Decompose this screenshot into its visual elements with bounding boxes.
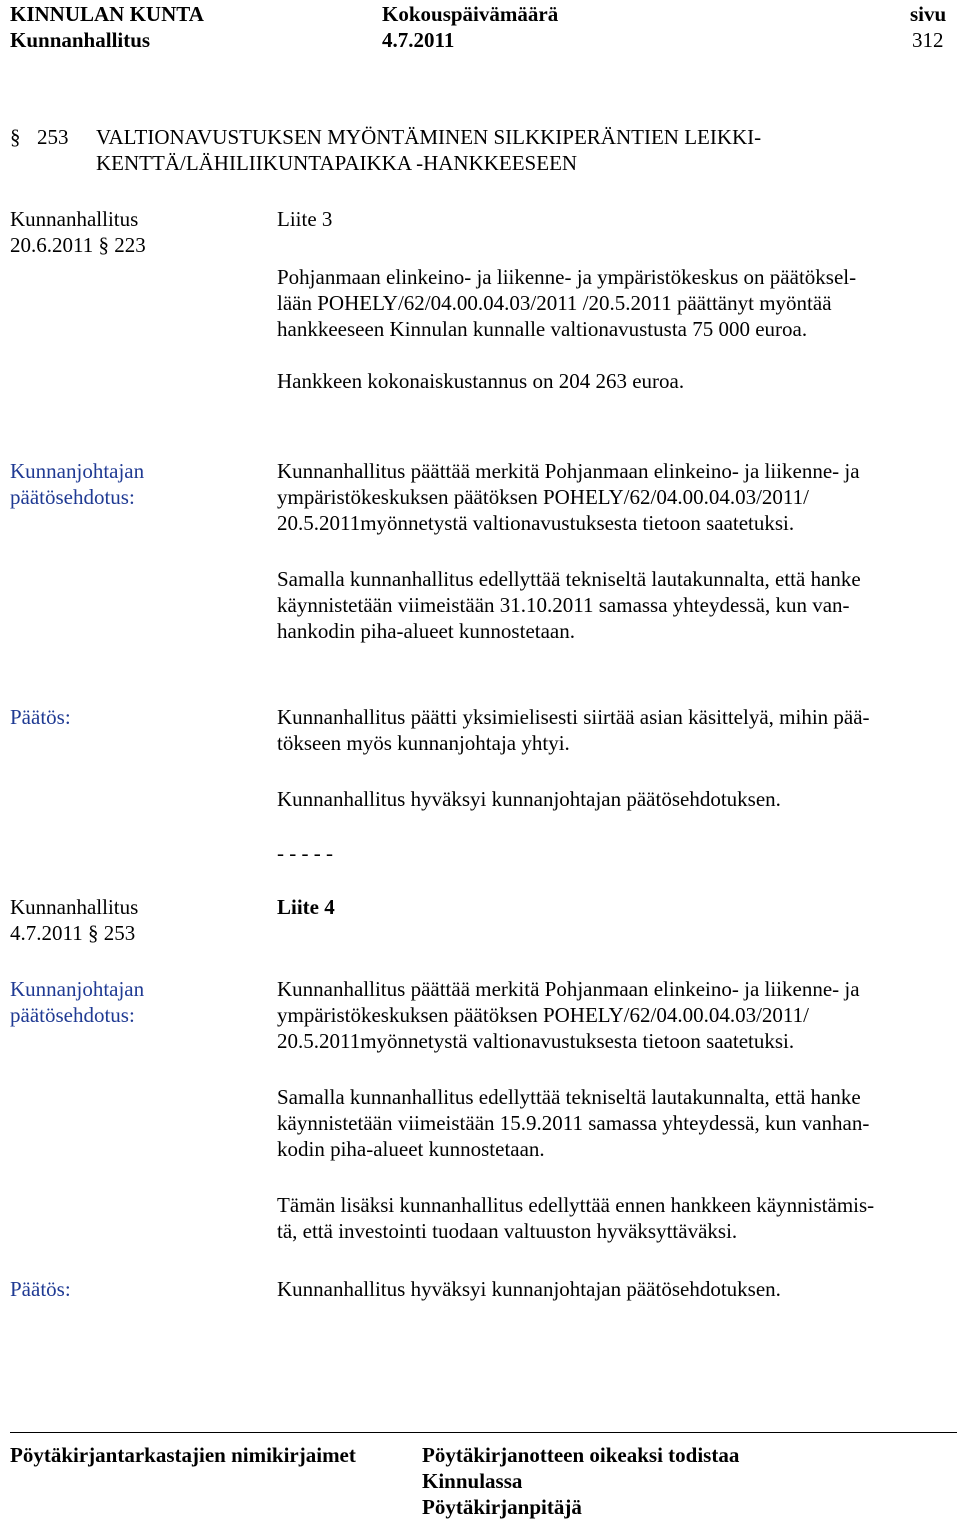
history-para2: Hankkeen kokonaiskustannus on 204 263 euroa. xyxy=(277,369,685,393)
history-decision-line-2: tökseen myös kunnanjohtaja yhtyi. xyxy=(277,731,570,755)
history-para1-line-3: hankkeeseen Kinnulan kunnalle valtionavustusta 75 000 euroa. xyxy=(277,317,808,341)
history-attachment: Liite 3 xyxy=(277,207,333,231)
header-page-label: sivu xyxy=(910,2,947,26)
current-decision: Kunnanhallitus hyväksyi kunnanjohtajan päätösehdotuksen. xyxy=(277,1277,781,1301)
current-body: Kunnanhallitus xyxy=(10,895,139,919)
history-para1-line-2: lään POHELY/62/04.00.04.03/2011 /20.5.2011 päättänyt myöntää xyxy=(277,291,832,315)
header-page-number: 312 xyxy=(912,28,944,52)
history-proposal2-line-2: käynnistetään viimeistään 31.10.2011 samassa yhteydessä, kun van- xyxy=(277,593,850,617)
footer-place: Kinnulassa xyxy=(422,1469,523,1493)
current-proposal-label-2: päätösehdotus: xyxy=(10,1003,135,1027)
history-body: Kunnanhallitus xyxy=(10,207,139,231)
history-decision-label: Päätös: xyxy=(10,705,71,729)
current-proposal2-line-3: kodin piha-alueet kunnostetaan. xyxy=(277,1137,545,1161)
header-municipality: KINNULAN KUNTA xyxy=(10,2,204,26)
current-ref: 4.7.2011 § 253 xyxy=(10,921,136,945)
current-proposal2-line-1: Samalla kunnanhallitus edellyttää tekniseltä lautakunnalta, että hanke xyxy=(277,1085,861,1109)
current-proposal3-line-1: Tämän lisäksi kunnanhallitus edellyttää ennen hankkeen käynnistämis- xyxy=(277,1193,875,1217)
history-decision-line-1: Kunnanhallitus päätti yksimielisesti siirtää asian käsittelyä, mihin pää- xyxy=(277,705,870,729)
current-attachment: Liite 4 xyxy=(277,895,335,919)
separator: - - - - - xyxy=(277,841,333,865)
current-proposal2-line-2: käynnistetään viimeistään 15.9.2011 samassa yhteydessä, kun vanhan- xyxy=(277,1111,870,1135)
current-proposal3-line-2: tä, että investointi tuodaan valtuuston hyväksyttäväksi. xyxy=(277,1219,738,1243)
item-number: 253 xyxy=(37,125,69,149)
current-proposal-line-1: Kunnanhallitus päättää merkitä Pohjanmaan elinkeino- ja liikenne- ja xyxy=(277,977,860,1001)
history-proposal-line-3: 20.5.2011myönnetystä valtionavustuksesta tietoon saatetuksi. xyxy=(277,511,795,535)
footer-certify-label: Pöytäkirjanotteen oikeaksi todistaa xyxy=(422,1443,740,1467)
footer-secretary-label: Pöytäkirjanpitäjä xyxy=(422,1495,582,1519)
history-ref: 20.6.2011 § 223 xyxy=(10,233,146,257)
current-decision-label: Päätös: xyxy=(10,1277,71,1301)
history-proposal-label-1: Kunnanjohtajan xyxy=(10,459,145,483)
current-proposal-line-3: 20.5.2011myönnetystä valtionavustuksesta tietoon saatetuksi. xyxy=(277,1029,795,1053)
history-proposal2-line-3: hankodin piha-alueet kunnostetaan. xyxy=(277,619,575,643)
footer-rule xyxy=(10,1432,957,1433)
footer-initials-label: Pöytäkirjantarkastajien nimikirjaimet xyxy=(10,1443,356,1467)
history-para1-line-1: Pohjanmaan elinkeino- ja liikenne- ja ympäristökeskus on päätöksel- xyxy=(277,265,857,289)
history-proposal-line-1: Kunnanhallitus päättää merkitä Pohjanmaan elinkeino- ja liikenne- ja xyxy=(277,459,860,483)
history-decision-2: Kunnanhallitus hyväksyi kunnanjohtajan päätösehdotuksen. xyxy=(277,787,781,811)
current-proposal-line-2: ympäristökeskuksen päätöksen POHELY/62/04.00.04.03/2011/ xyxy=(277,1003,809,1027)
header-date: 4.7.2011 xyxy=(382,28,455,52)
current-proposal-label-1: Kunnanjohtajan xyxy=(10,977,145,1001)
header-body: Kunnanhallitus xyxy=(10,28,151,52)
header-date-label: Kokouspäivämäärä xyxy=(382,2,559,26)
history-proposal2-line-1: Samalla kunnanhallitus edellyttää tekniseltä lautakunnalta, että hanke xyxy=(277,567,861,591)
item-title-line-2: KENTTÄ/LÄHILIIKUNTAPAIKKA -HANKKEESEEN xyxy=(96,151,578,175)
history-proposal-label-2: päätösehdotus: xyxy=(10,485,135,509)
item-title-line-1: VALTIONAVUSTUKSEN MYÖNTÄMINEN SILKKIPERÄNTIEN LEIKKI- xyxy=(96,125,762,149)
section-sign: § xyxy=(10,125,21,149)
history-proposal-line-2: ympäristökeskuksen päätöksen POHELY/62/04.00.04.03/2011/ xyxy=(277,485,809,509)
